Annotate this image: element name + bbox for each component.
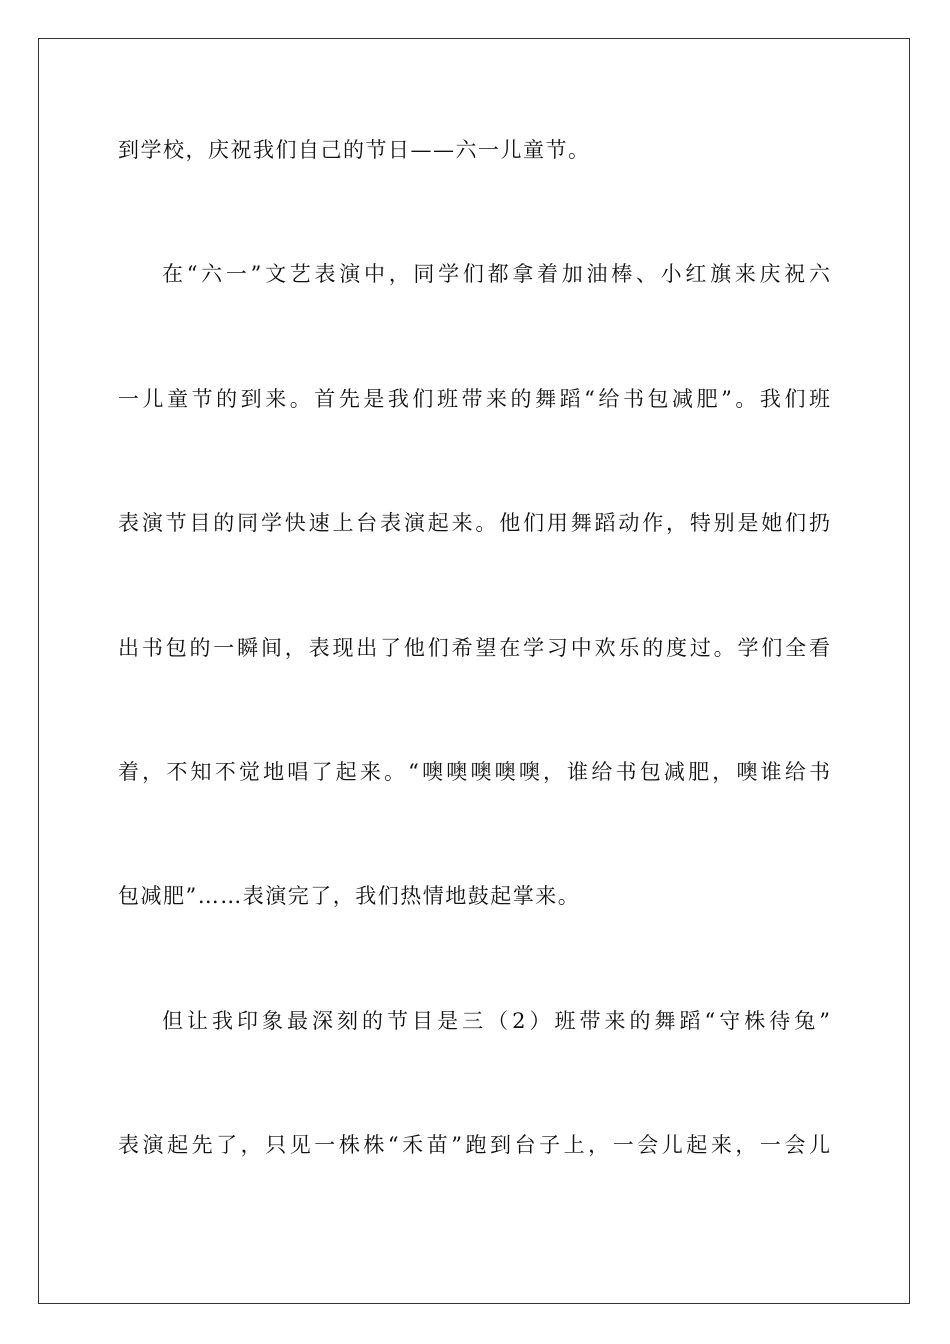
paragraph-1-line-1: 到学校，庆祝我们自己的节日——六一儿童节。: [118, 138, 591, 162]
paragraph-3-line-1: 但让我印象最深刻的节目是三（2）班带来的舞蹈“守株待兔”: [162, 1009, 830, 1033]
paragraph-2-line-2: 一儿童节的到来。首先是我们班带来的舞蹈“给书包减肥”。我们班: [118, 387, 830, 411]
paragraph-2-line-5: 着，不知不觉地唱了起来。“噢噢噢噢噢，谁给书包减肥，噢谁给书: [118, 760, 830, 784]
page-border: [38, 38, 910, 1304]
paragraph-3-line-2: 表演起先了，只见一株株“禾苗”跑到台子上，一会儿起来，一会儿: [118, 1133, 830, 1157]
paragraph-2-line-4: 出书包的一瞬间，表现出了他们希望在学习中欢乐的度过。学们全看: [118, 636, 830, 660]
paragraph-2-line-3: 表演节目的同学快速上台表演起来。他们用舞蹈动作，特别是她们扔: [118, 511, 830, 535]
paragraph-2-line-6: 包减肥”……表演完了，我们热情地鼓起掌来。: [118, 884, 581, 908]
paragraph-2-line-1: 在“六一”文艺表演中，同学们都拿着加油棒、小红旗来庆祝六: [162, 262, 830, 286]
